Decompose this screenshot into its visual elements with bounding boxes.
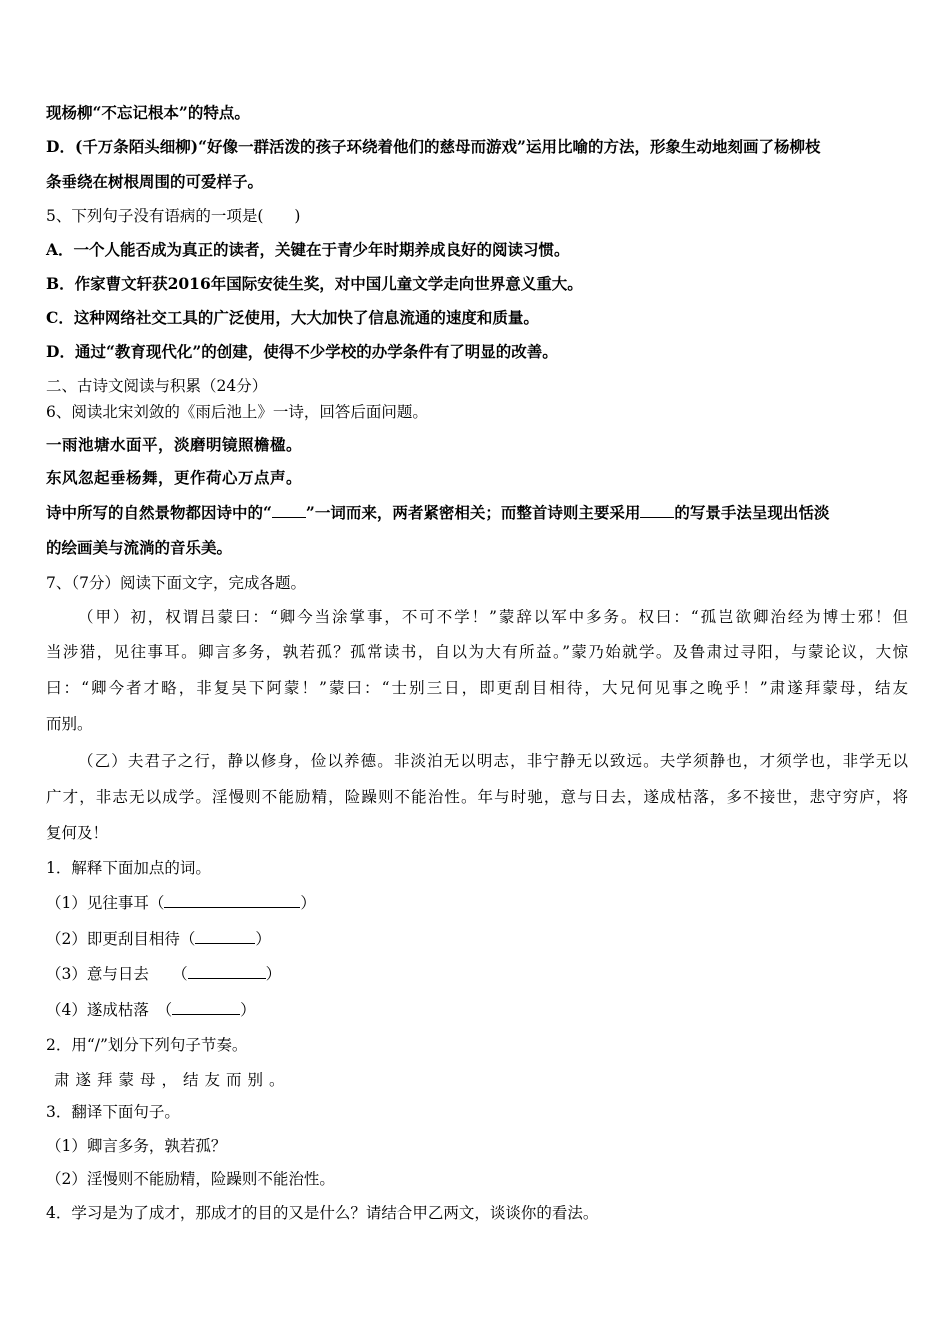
- close-paren: ）: [265, 965, 282, 983]
- q5-option-a: A．一个人能否成为真正的读者，关键在于青少年时期养成良好的阅读习惯。: [46, 240, 570, 259]
- passage-yi-line3: 复何及！: [46, 824, 109, 842]
- close-paren: ）: [300, 894, 316, 912]
- q6-question-line1: [46, 502, 829, 523]
- poem-line-1: 一雨池塘水面平，淡磨明镜照檐楹。: [46, 435, 303, 454]
- q5-option-b: B．作家曹文轩获2016年国际安徒生奖，对中国儿童文学走向世界意义重大。: [46, 274, 583, 293]
- q5-stem: 5、下列句子没有语病的一项是( ): [46, 207, 301, 225]
- subq-1-item-1: [46, 892, 316, 913]
- q5-option-d: D．通过“教育现代化”的创建，使得不少学校的办学条件有了明显的改善。: [46, 342, 558, 361]
- subq-1-answer-3[interactable]: [188, 963, 266, 979]
- passage-yi-line1: （乙）夫君子之行，静以修身，俭以养德。非淡泊无以明志，非宁静无以致远。夫学须静也，才须学也，非学无以: [78, 752, 908, 770]
- poem-line-2: 东风忽起垂杨舞，更作荷心万点声。: [46, 468, 303, 487]
- subq-3-item-1: （1）卿言多务，孰若孤？: [46, 1137, 227, 1155]
- subq-1-item-2: [46, 928, 271, 949]
- q7-stem: 7、（7分）阅读下面文字，完成各题。: [46, 574, 306, 592]
- passage-yi-line2: 广才，非志无以成学。淫慢则不能励精，险躁则不能治性。年与时驰，意与日去，遂成枯落，多不接世，悲守穷庐，将: [46, 788, 908, 806]
- subq-1-item-1-label: （1）见往事耳（: [46, 894, 165, 912]
- subq-1-item-4: [46, 999, 256, 1020]
- subq-3-stem: 3．翻译下面句子。: [46, 1103, 180, 1121]
- q4-option-d-line1: D．(千万条陌头细柳)“好像一群活泼的孩子环绕着他们的慈母而游戏”运用比喻的方法，形象生动地刻画了杨柳枝: [46, 137, 821, 156]
- subq-1-item-4-label: （4）遂成枯落 （: [46, 1001, 173, 1019]
- subq-1-item-2-label: （2）即更刮目相待（: [46, 930, 196, 948]
- section-2-heading: 二、古诗文阅读与积累（24分）: [46, 377, 268, 395]
- subq-1-answer-1[interactable]: [164, 892, 300, 908]
- subq-3-item-2: （2）淫慢则不能励精，险躁则不能治性。: [46, 1170, 335, 1188]
- q6-question-line2: 的绘画美与流淌的音乐美。: [46, 538, 233, 557]
- q6-blank-1[interactable]: [272, 502, 306, 518]
- passage-jia-line2: 当涉猎，见往事耳。卿言多务，孰若孤？孤常读书，自以为大有所益。”蒙乃始就学。及鲁肃过寻阳，与蒙论议，大惊: [46, 643, 908, 661]
- subq-2-sentence: 肃遂拜蒙母，结友而别。: [54, 1071, 291, 1089]
- q6-question-part-c: 的写景手法呈现出恬淡: [674, 503, 830, 522]
- close-paren: ）: [255, 930, 271, 948]
- subq-1-stem: 1．解释下面加点的词。: [46, 859, 211, 877]
- subq-1-answer-2[interactable]: [195, 928, 255, 944]
- subq-4-stem: 4．学习是为了成才，那成才的目的又是什么？请结合甲乙两文，谈谈你的看法。: [46, 1204, 599, 1222]
- q6-stem: 6、阅读北宋刘敛的《雨后池上》一诗，回答后面问题。: [46, 403, 428, 421]
- subq-2-stem: 2．用“/”划分下列句子节奏。: [46, 1036, 248, 1054]
- passage-jia-line4: 而别。: [46, 715, 93, 733]
- q5-option-c: C．这种网络社交工具的广泛使用，大大加快了信息流通的速度和质量。: [46, 308, 539, 327]
- q6-blank-2[interactable]: [640, 502, 674, 518]
- q6-question-part-b: ”一词而来，两者紧密相关；而整首诗则主要采用: [305, 503, 641, 522]
- close-paren: ）: [240, 1001, 256, 1019]
- subq-1-item-3-label: （3）意与日去 （: [46, 965, 188, 983]
- subq-1-item-3: [46, 963, 281, 984]
- passage-jia-line1: （甲）初，权谓吕蒙曰：“卿今当涂掌事，不可不学！”蒙辞以军中多务。权曰：“孤岂欲卿治经为博士邪！但: [78, 608, 908, 626]
- passage-jia-line3: 曰：“卿今者才略，非复吴下阿蒙！”蒙曰：“士别三日，即更刮目相待，大兄何见事之晚乎！”肃遂拜蒙母，结友: [46, 679, 908, 697]
- subq-1-answer-4[interactable]: [172, 999, 240, 1015]
- q4-option-c-tail: 现杨柳“不忘记根本”的特点。: [46, 103, 250, 122]
- q6-question-part-a: 诗中所写的自然景物都因诗中的“: [46, 503, 272, 522]
- q4-option-d-line2: 条垂绕在树根周围的可爱样子。: [46, 172, 264, 191]
